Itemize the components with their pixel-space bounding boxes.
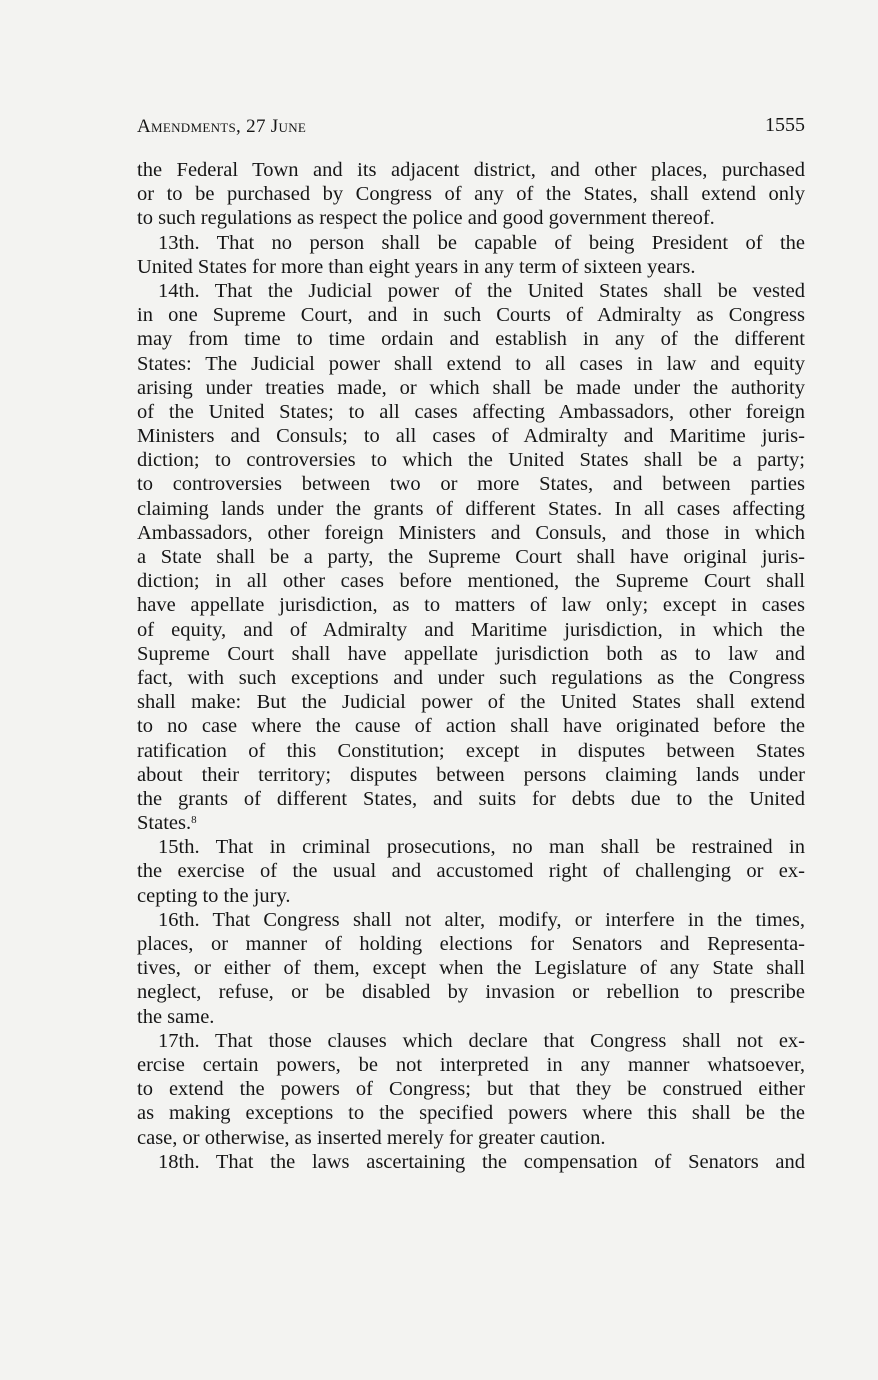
- body-text: [137, 158, 805, 1174]
- text-line: the grants of different States, and suits for debts due to the United: [137, 787, 805, 810]
- text-line: ercise certain powers, be not interpreted in any manner whatsoever,: [137, 1053, 805, 1076]
- text-line: 18th. That the laws ascertaining the compensation of Senators and: [158, 1150, 805, 1173]
- text-line: in one Supreme Court, and in such Courts of Admiralty as Congress: [137, 304, 805, 327]
- text-line: fact, with such exceptions and under such regulations as the Congress: [137, 666, 805, 689]
- text-line: Ambassadors, other foreign Ministers and Consuls, and those in which: [137, 521, 805, 544]
- text-line: States.: [137, 812, 192, 835]
- text-line: places, or manner of holding elections for Senators and Representa-: [137, 933, 805, 955]
- text-line: tives, or either of them, except when the Legislature of any State shall: [137, 957, 805, 980]
- footnote-marker: 8: [191, 814, 197, 827]
- running-head: [137, 114, 805, 144]
- text-line: the Federal Town and its adjacent district, and other places, purchased: [137, 159, 805, 181]
- text-line: of equity, and of Admiralty and Maritime jurisdiction, in which the: [137, 618, 805, 641]
- text-line: of the United States; to all cases affecting Ambassadors, other foreign: [137, 400, 805, 423]
- text-line: Supreme Court shall have appellate jurisdiction both as to law and: [137, 642, 805, 665]
- text-line: about their territory; disputes between persons claiming lands under: [137, 763, 805, 786]
- text-line: a State shall be a party, the Supreme Court shall have original juris-: [137, 546, 805, 568]
- text-line: as making exceptions to the specified powers where this shall be the: [137, 1102, 805, 1125]
- text-line: neglect, refuse, or be disabled by invasion or rebellion to prescribe: [137, 981, 805, 1004]
- text-line: States: The Judicial power shall extend to all cases in law and equity: [137, 352, 805, 375]
- text-line: to no case where the cause of action shall have originated before the: [137, 715, 805, 738]
- text-line: or to be purchased by Congress of any of the States, shall extend only: [137, 183, 805, 206]
- text-line: ratification of this Constitution; except in disputes between States: [137, 739, 805, 762]
- text-line: arising under treaties made, or which shall be made under the authority: [137, 376, 805, 399]
- text-line: 15th. That in criminal prosecutions, no man shall be restrained in: [158, 836, 805, 859]
- text-line-with-footnote: [137, 811, 805, 835]
- text-line: diction; to controversies to which the United States shall be a party;: [137, 449, 805, 472]
- text-line: have appellate jurisdiction, as to matters of law only; except in cases: [137, 594, 805, 617]
- running-title: Amendments, 27 June: [137, 116, 307, 137]
- text-line: 16th. That Congress shall not alter, modify, or interfere in the times,: [158, 908, 805, 931]
- page-number: 1555: [765, 114, 805, 136]
- text-line: shall make: But the Judicial power of the United States shall extend: [137, 691, 805, 714]
- text-line: may from time to time ordain and establish in any of the different: [137, 328, 805, 351]
- text-line: to controversies between two or more States, and between parties: [137, 473, 805, 496]
- text-line: to such regulations as respect the police and good government thereof.: [137, 207, 715, 230]
- text-line: cepting to the jury.: [137, 884, 291, 907]
- text-line: to extend the powers of Congress; but that they be construed either: [137, 1078, 805, 1101]
- text-line: 14th. That the Judicial power of the United States shall be vested: [158, 279, 805, 302]
- text-line: United States for more than eight years in any term of sixteen years.: [137, 255, 696, 278]
- text-line: 13th. That no person shall be capable of being President of the: [158, 231, 805, 254]
- text-line: Ministers and Consuls; to all cases of Admiralty and Maritime juris-: [137, 425, 805, 448]
- text-line: diction; in all other cases before mentioned, the Supreme Court shall: [137, 570, 805, 593]
- text-line: 17th. That those clauses which declare that Congress shall not ex-: [158, 1029, 805, 1052]
- text-line: the same.: [137, 1005, 215, 1028]
- text-line: the exercise of the usual and accustomed right of challenging or ex-: [137, 860, 805, 883]
- text-line: case, or otherwise, as inserted merely for greater caution.: [137, 1126, 606, 1149]
- text-line: claiming lands under the grants of different States. In all cases affecting: [137, 497, 805, 520]
